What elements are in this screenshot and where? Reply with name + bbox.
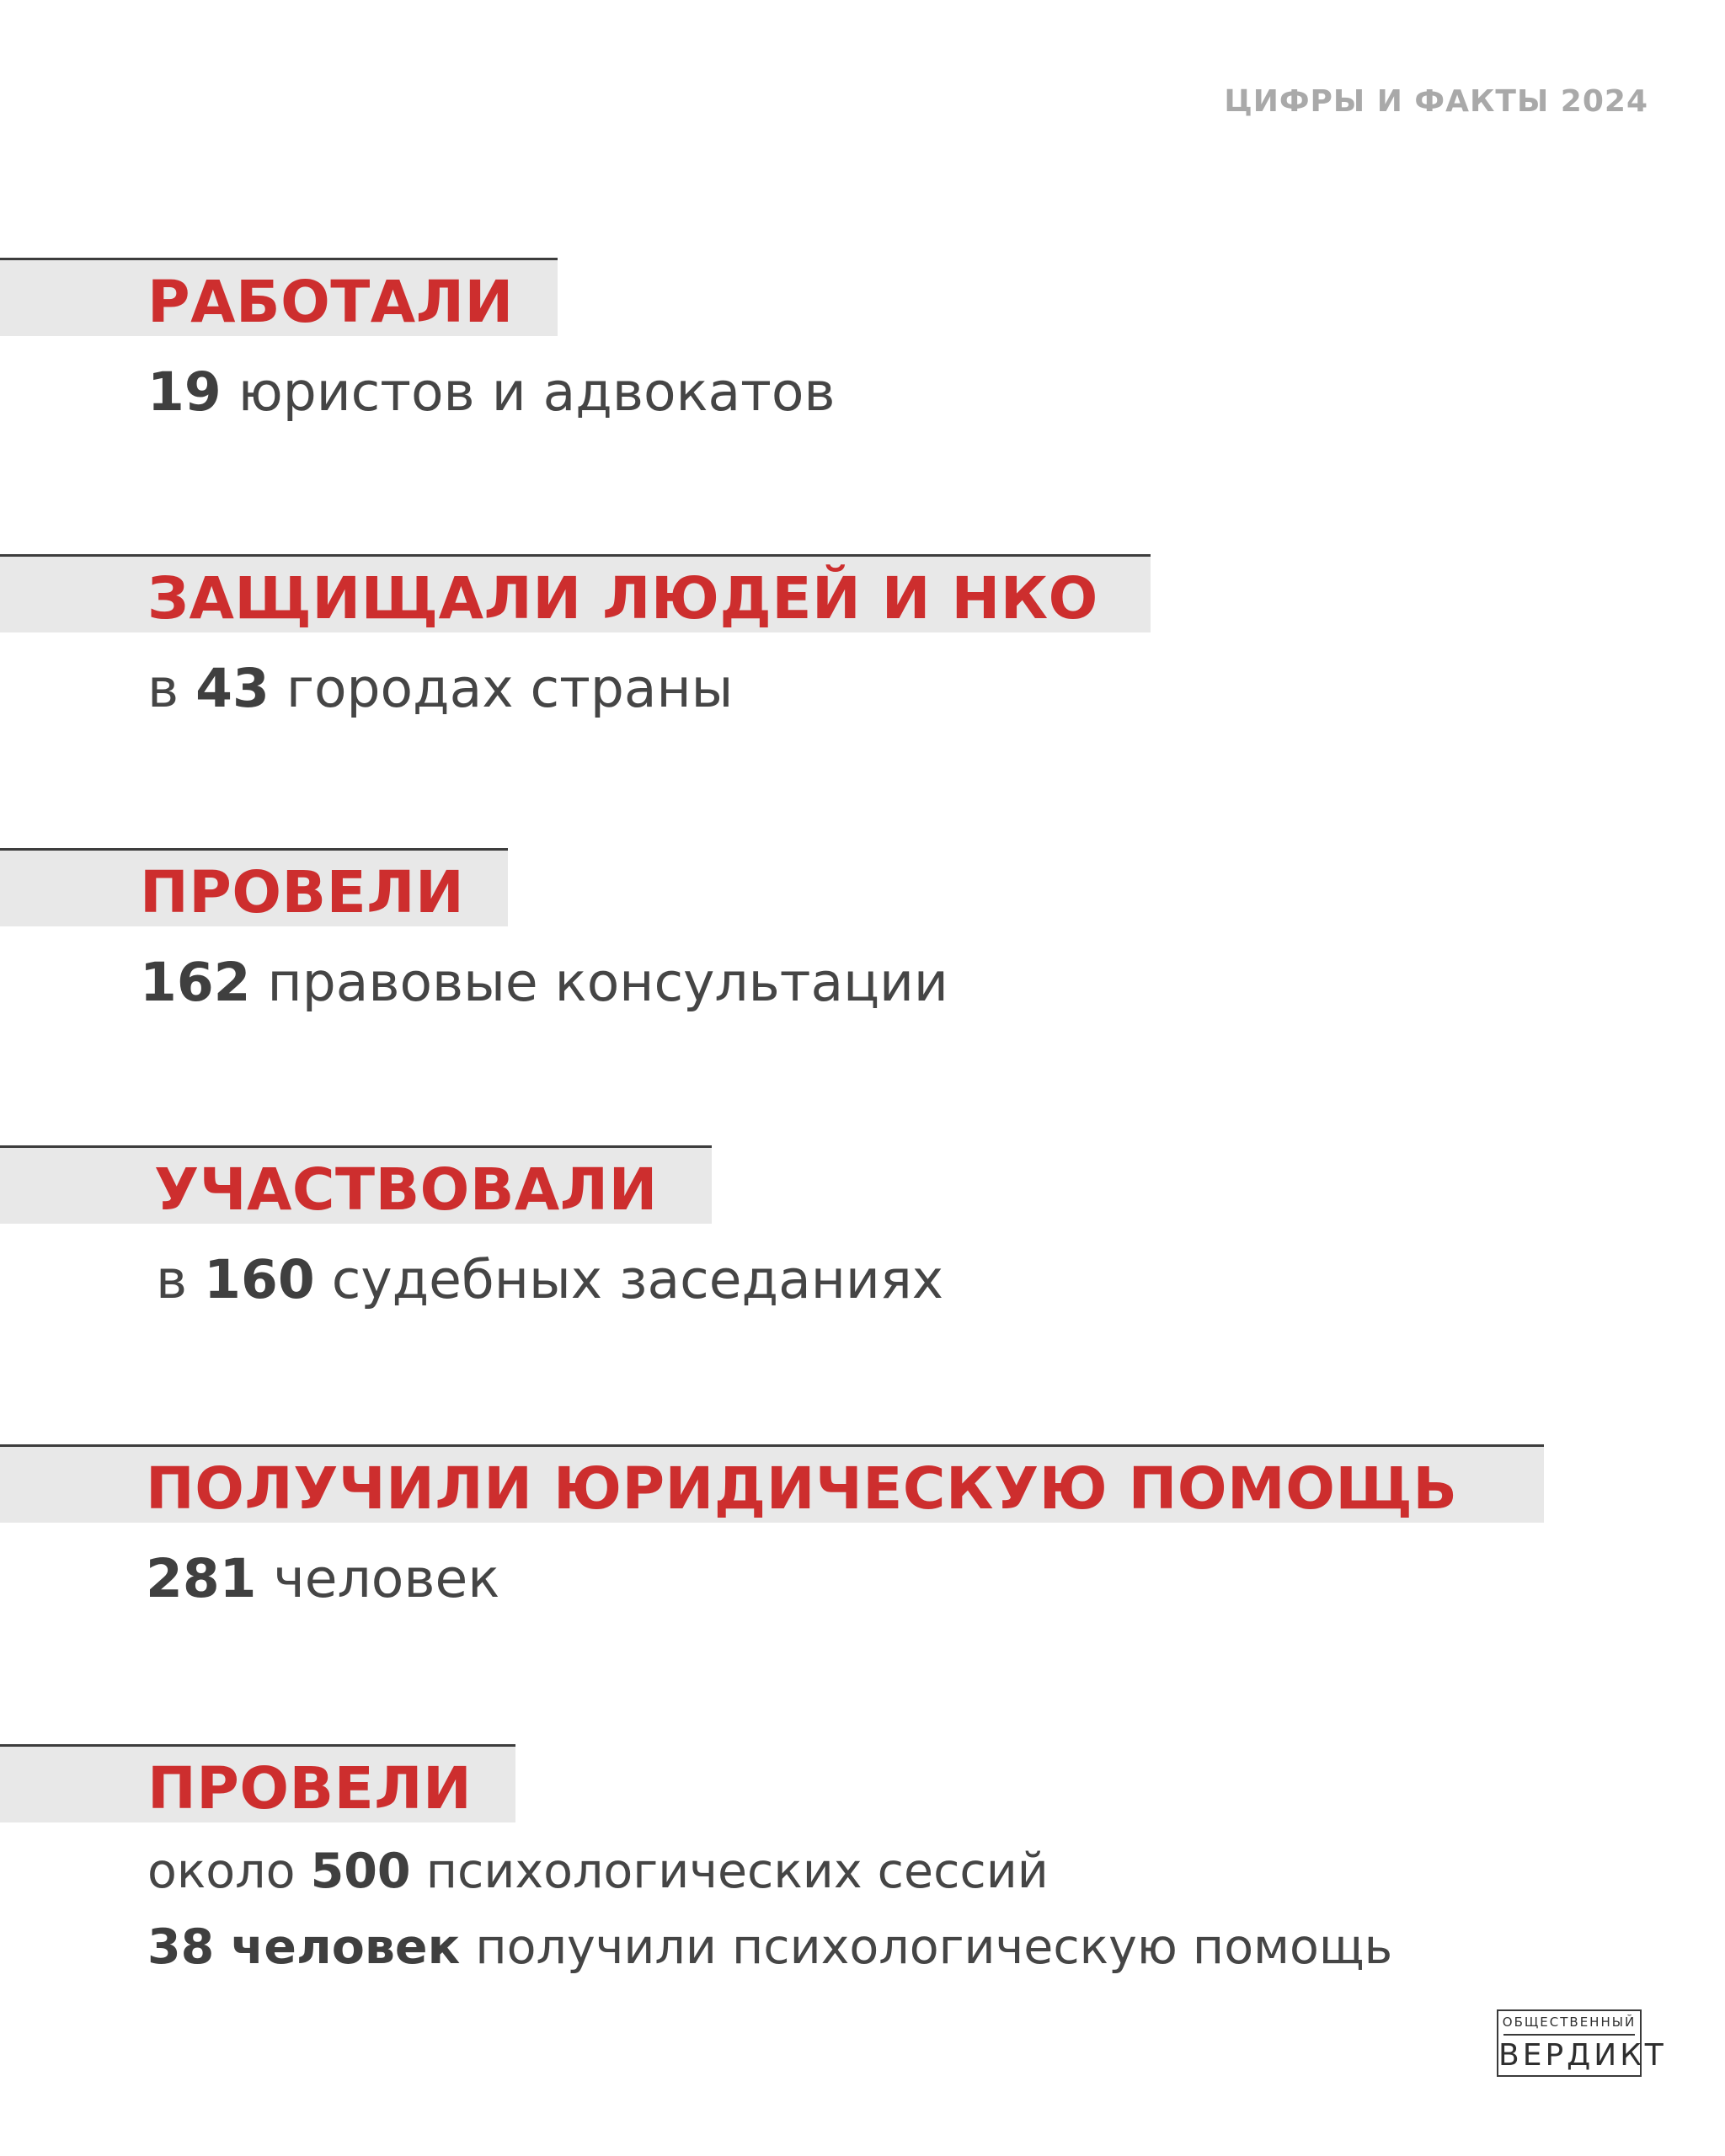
- logo-divider: [1503, 2034, 1635, 2036]
- logo-main-text: ВЕРДИКТ: [1498, 2038, 1667, 2073]
- section-heading-band: [0, 1444, 1544, 1523]
- stat-number: 19: [147, 361, 222, 423]
- stat-prefix: в: [156, 1249, 205, 1310]
- stat-number: 160: [204, 1249, 315, 1310]
- page-header-label: ЦИФРЫ И ФАКТЫ 2024: [1224, 84, 1648, 119]
- stat-line: [147, 361, 836, 423]
- section-heading: ЗАЩИЩАЛИ ЛЮДЕЙ И НКО: [147, 565, 1098, 632]
- logo: [1497, 2009, 1667, 2077]
- stat-prefix: около: [147, 1844, 311, 1899]
- stat-prefix: в: [147, 658, 196, 719]
- stat-line: [147, 1844, 1049, 1899]
- section-heading-band: [0, 554, 1151, 632]
- stat-suffix: психологических сессий: [410, 1844, 1049, 1899]
- stat-suffix: человек: [256, 1548, 500, 1609]
- stat-suffix: городах страны: [269, 658, 734, 719]
- section-psychological: [0, 1744, 1642, 1975]
- section-consultations: [0, 848, 1642, 1013]
- stat-line: [146, 1548, 500, 1609]
- section-heading-band: [0, 848, 508, 926]
- section-defended: [0, 554, 1642, 719]
- stat-number: 500: [310, 1844, 411, 1899]
- section-worked: [0, 258, 1642, 423]
- section-participated: [0, 1145, 1642, 1310]
- section-heading: ПОЛУЧИЛИ ЮРИДИЧЕСКУЮ ПОМОЩЬ: [146, 1455, 1458, 1523]
- stat-number: 43: [195, 658, 270, 719]
- section-heading-band: [0, 1145, 712, 1224]
- section-legal-aid: [0, 1444, 1642, 1609]
- stat-number: 162: [140, 952, 251, 1013]
- stat-suffix: судебных заседаниях: [314, 1249, 944, 1310]
- stat-suffix: правовые консультации: [250, 952, 948, 1013]
- stat-line: [147, 1919, 1393, 1975]
- stat-line: [156, 1249, 944, 1310]
- stat-line: [147, 658, 734, 719]
- section-heading: ПРОВЕЛИ: [147, 1755, 473, 1822]
- section-heading: ПРОВЕЛИ: [140, 859, 465, 926]
- stat-number: 38 человек: [147, 1919, 461, 1975]
- section-heading: УЧАСТВОВАЛИ: [154, 1156, 658, 1224]
- section-heading: РАБОТАЛИ: [147, 269, 514, 336]
- stat-number: 281: [146, 1548, 257, 1609]
- logo-top-text: ОБЩЕСТВЕННЫЙ: [1502, 2015, 1637, 2030]
- section-heading-band: [0, 1744, 515, 1822]
- stat-line: [140, 952, 948, 1013]
- section-heading-band: [0, 258, 558, 336]
- stat-suffix: юристов и адвокатов: [221, 361, 836, 423]
- stat-suffix: получили психологическую помощь: [460, 1919, 1393, 1975]
